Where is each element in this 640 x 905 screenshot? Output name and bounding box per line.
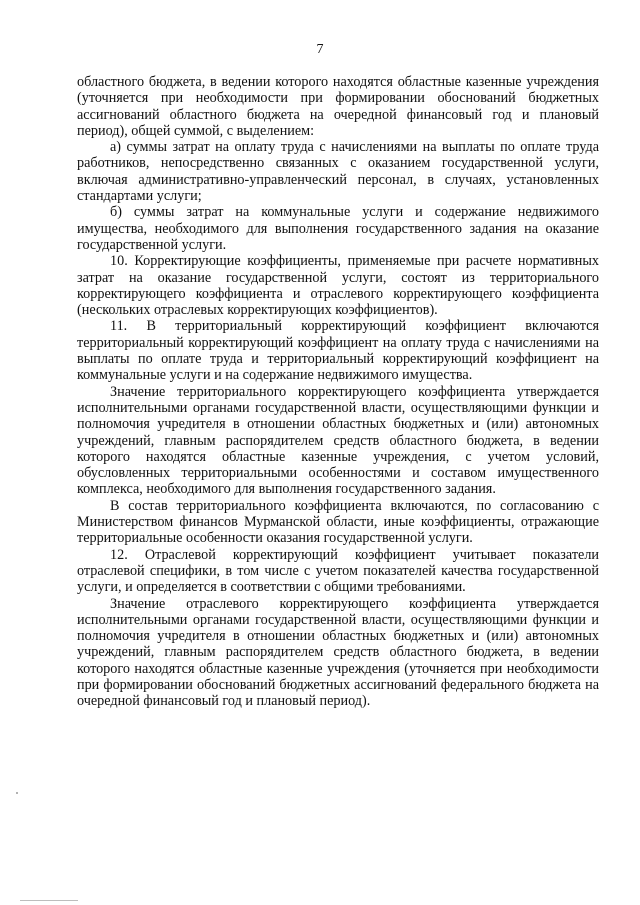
- scan-speck: [16, 792, 18, 794]
- document-body: [77, 74, 599, 710]
- page-number: 7: [316, 42, 324, 57]
- paragraph-section-10: 10. Корректирующие коэффициенты, применяемые при расчете нормативных затрат на оказание государственной услуги, состоят из территориального корректирующего коэффициента и отраслевого корректирующего коэффициента (нескольких отраслевых корректирующих коэффициентов).: [77, 253, 599, 319]
- paragraph-item-a: а) суммы затрат на оплату труда с начислениями на выплаты по оплате труда работников, непосредственно связанных с оказанием государственной услуги, включая административно-управленческий персонал, в случаях, установленных стандартами услуги;: [77, 139, 599, 205]
- paragraph-territorial-composition: В состав территориального коэффициента включаются, по согласованию с Министерством финансов Мурманской области, иные коэффициенты, отражающие территориальные особенности оказания государственной услуги.: [77, 497, 599, 547]
- paragraph-item-b: б) суммы затрат на коммунальные услуги и содержание недвижимого имущества, необходимого для выполнения государственного задания на оказание государственной услуги.: [77, 204, 599, 253]
- paragraph-section-11: 11. В территориальный корректирующий коэффициент включаются территориальный корректирующий коэффициент на оплату труда с начислениями на выплаты по оплате труда и территориальный корректирующий коэффициент на коммунальные услуги и на содержание недвижимого имущества.: [77, 318, 599, 384]
- paragraph-budget-continuation: областного бюджета, в ведении которого находятся областные казенные учреждения (уточняется при необходимости при формировании обоснований бюджетных ассигнований областного бюджета на очередной финансовый год и плановый период), общей суммой, с выделением:: [77, 74, 599, 139]
- paragraph-section-12: 12. Отраслевой корректирующий коэффициент учитывает показатели отраслевой специфики, в том числе с учетом показателей качества государственной услуги, и определяется в соответствии с общими требованиями.: [77, 546, 599, 596]
- footer-rule: [20, 900, 78, 901]
- paragraph-territorial-value: Значение территориального корректирующего коэффициента утверждается исполнительными органами государственной власти, осуществляющими функции и полномочия учредителя в отношении областных бюджетных и (или) автономных учреждений, главным распорядителем средств областного бюджета, в ведении которого находятся областные казенные учреждения, с учетом условий, обусловленных территориальными особенностями и составом имущественного комплекса, необходимого для выполнения государственного задания.: [77, 383, 599, 498]
- paragraph-sectoral-value: Значение отраслевого корректирующего коэффициента утверждается исполнительными органами государственной власти, осуществляющими функции и полномочия учредителя в отношении областных бюджетных и (или) автономных учреждений, главным распорядителем средств областного бюджета, в ведении которого находятся областные казенные учреждения (уточняется при необходимости при формировании обоснований бюджетных ассигнований федерального бюджета на очередной финансовый год и плановый период).: [77, 595, 599, 710]
